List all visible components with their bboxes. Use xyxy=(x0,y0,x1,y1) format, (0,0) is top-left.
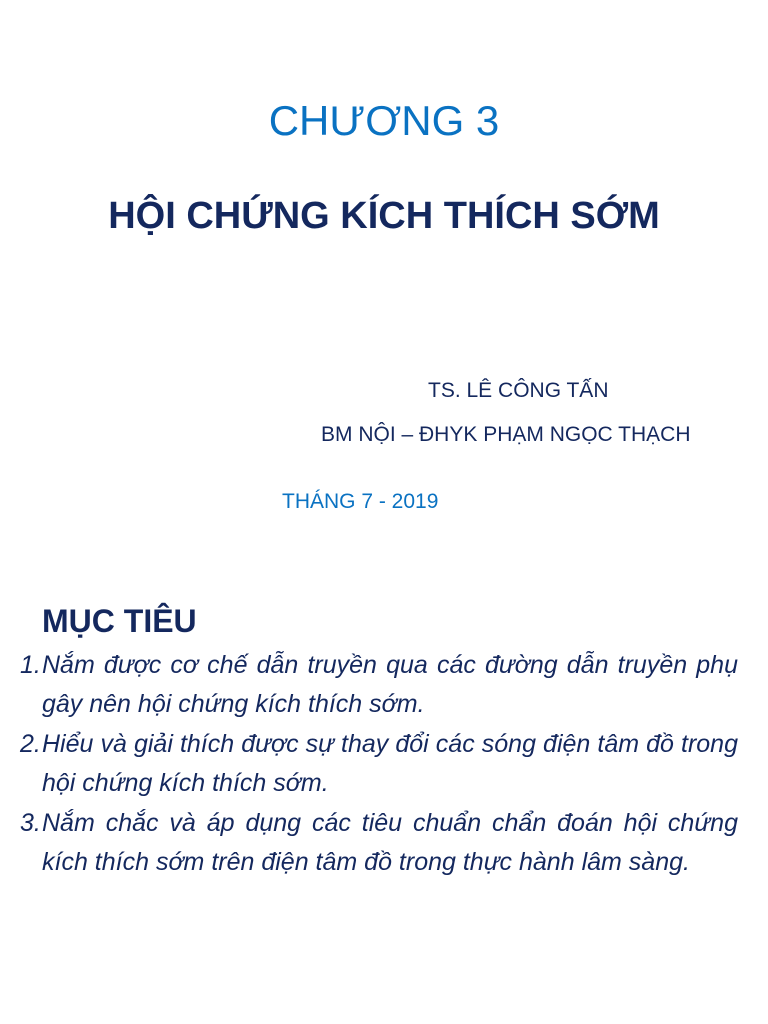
objective-item xyxy=(20,646,738,723)
author-name: TS. LÊ CÔNG TẤN xyxy=(428,379,609,402)
objective-text: Hiểu và giải thích được sự thay đổi các sóng điện tâm đồ trong hội chứng kích thích sớm. xyxy=(42,730,738,797)
objective-item xyxy=(20,725,738,802)
objective-text: Nắm được cơ chế dẫn truyền qua các đường dẫn truyền phụ gây nên hội chứng kích thích sớm. xyxy=(42,651,738,718)
objectives-list xyxy=(20,646,738,883)
document-title: HỘI CHỨNG KÍCH THÍCH SỚM xyxy=(108,195,660,237)
objective-number: 1. xyxy=(20,651,41,679)
publication-date: THÁNG 7 - 2019 xyxy=(282,490,439,513)
author-affiliation: BM NỘI – ĐHYK PHẠM NGỌC THẠCH xyxy=(321,423,691,446)
objective-number: 2. xyxy=(20,730,41,758)
objective-number: 3. xyxy=(20,809,41,837)
chapter-label: CHƯƠNG 3 xyxy=(268,97,500,144)
objective-text: Nắm chắc và áp dụng các tiêu chuẩn chẩn đoán hội chứng kích thích sớm trên điện tâm đồ trong thực hành lâm sàng. xyxy=(42,809,738,876)
objective-item xyxy=(20,804,738,881)
objectives-heading: MỤC TIÊU xyxy=(42,603,197,639)
